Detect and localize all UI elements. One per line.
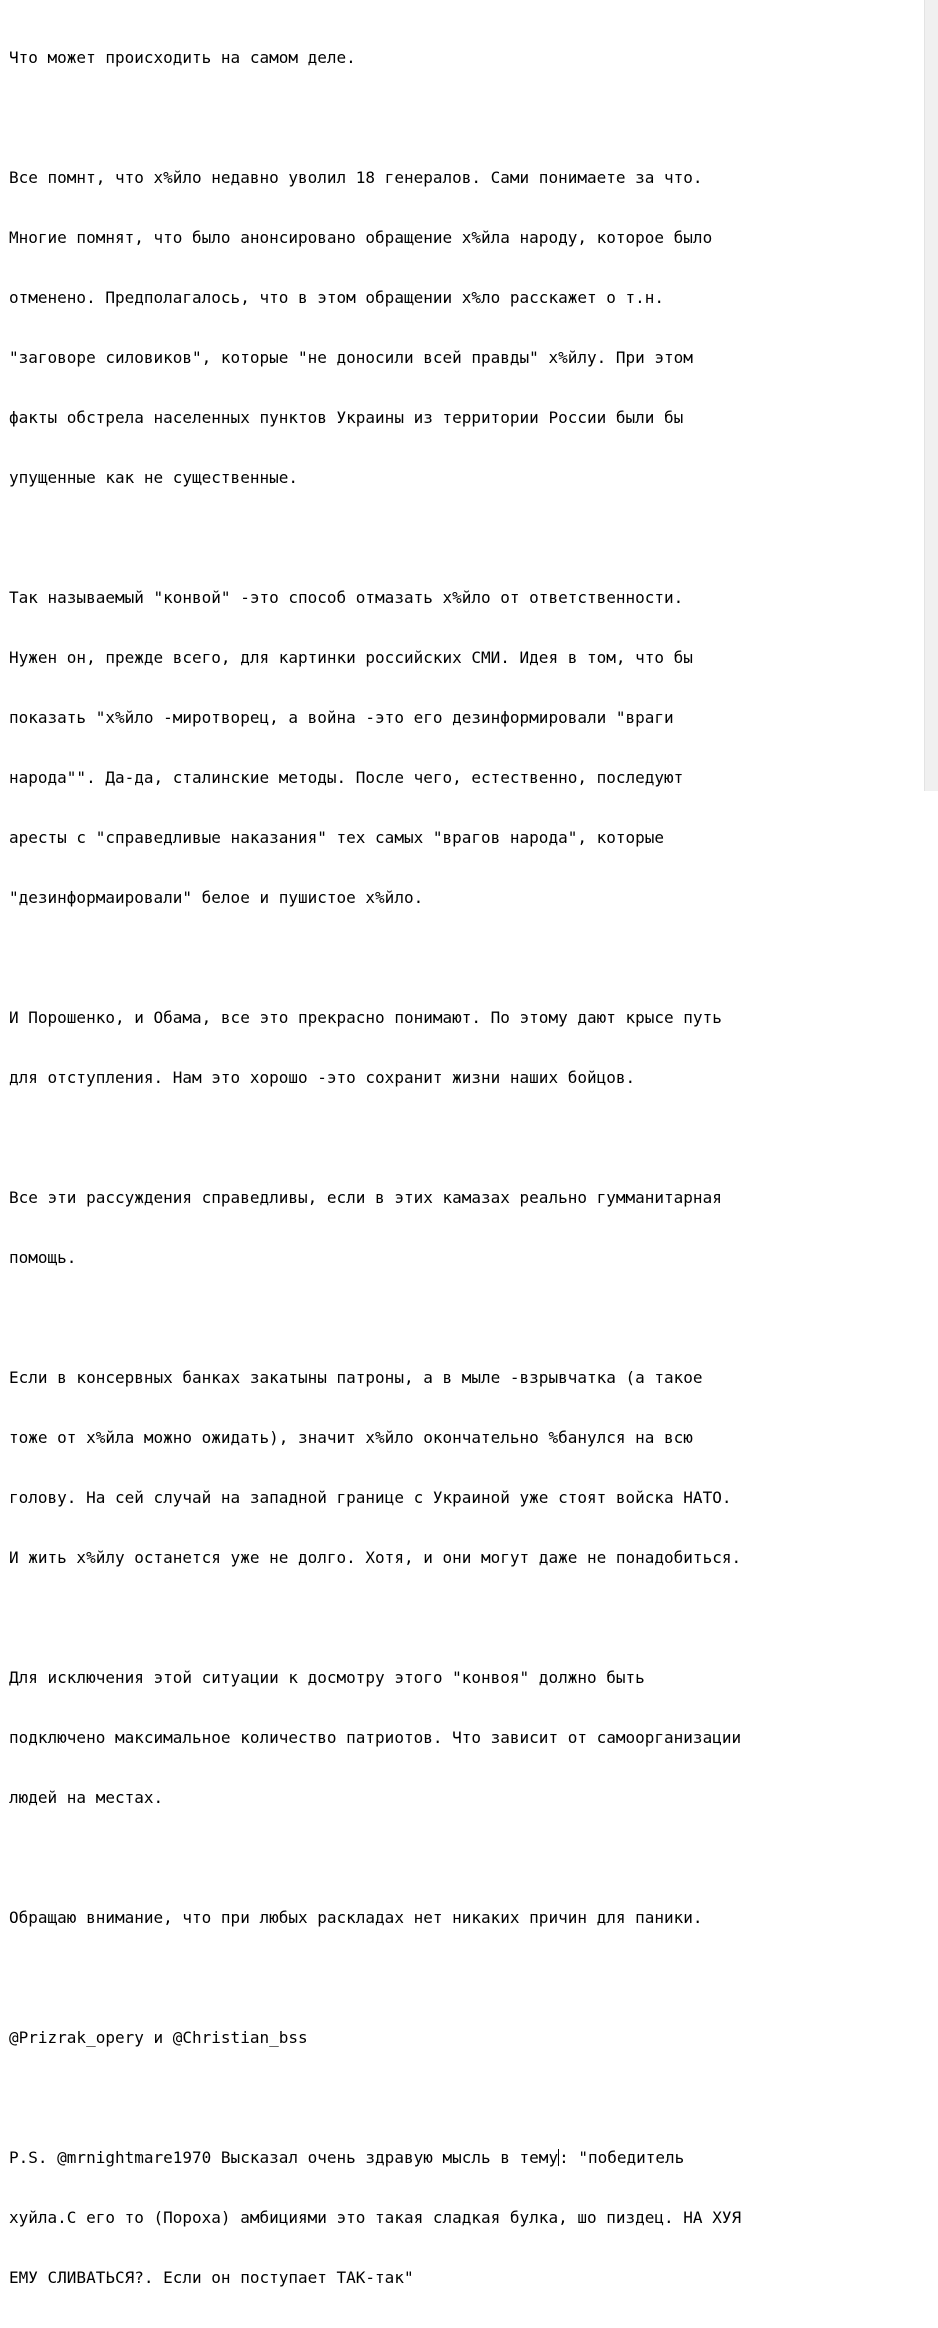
text-line: Обращаю внимание, что при любых раскладах нет никаких причин для паники. — [9, 1908, 703, 1927]
text-line — [9, 528, 921, 548]
text-line: Что может происходить на самом деле. — [9, 48, 356, 67]
text-line: подключено максимальное количество патриотов. Что зависит от самоорганизации — [9, 1728, 742, 1747]
text-line: Все помнт, что х%йло недавно уволил 18 генералов. Сами понимаете за что. — [9, 168, 703, 187]
text-line — [9, 2088, 921, 2108]
text-line: @Prizrak_opery и @Christian_bss — [9, 2028, 308, 2047]
text-line: "заговоре силовиков", которые "не доносили всей правды" х%йлу. При этом — [9, 348, 693, 367]
text-line — [9, 1128, 921, 1148]
text-line: помощь. — [9, 1248, 77, 1267]
text-line: для отступления. Нам это хорошо -это сохранит жизни наших бойцов. — [9, 1068, 636, 1087]
text-line: Если в консервных банках закатыны патроны, а в мыле -взрывчатка (а такое — [9, 1368, 703, 1387]
text-line: факты обстрела населенных пунктов Украины из территории России были бы — [9, 408, 684, 427]
text-line: голову. На сей случай на западной границе с Украиной уже стоят войска НАТО. — [9, 1488, 732, 1507]
text-line — [9, 1968, 921, 1988]
text-line: И Порошенко, и Обама, все это прекрасно понимают. По этому дают крысе путь — [9, 1008, 722, 1027]
text-line: Нужен он, прежде всего, для картинки российских СМИ. Идея в том, что бы — [9, 648, 693, 667]
text-line: Для исключения этой ситуации к досмотру этого "конвоя" должно быть — [9, 1668, 645, 1687]
text-line: хуйла.С его то (Пороха) амбициями это такая сладкая булка, шо пиздец. НА ХУЯ — [9, 2208, 742, 2227]
vertical-scrollbar[interactable] — [924, 0, 938, 791]
text-line — [9, 1308, 921, 1328]
text-line — [9, 948, 921, 968]
ps-text-before-caret: P.S. @mrnightmare1970 Высказал очень здравую мысль в тему — [9, 2148, 559, 2167]
text-line: Все эти рассуждения справедливы, если в этих камазах реально гумманитарная — [9, 1188, 722, 1207]
text-line: И жить х%йлу останется уже не долго. Хотя, и они могут даже не понадобиться. — [9, 1548, 742, 1567]
text-line: ЕМУ СЛИВАТЬСЯ?. Если он поступает ТАК-так" — [9, 2268, 414, 2287]
document-text[interactable] — [9, 8, 921, 2328]
text-line: упущенные как не существенные. — [9, 468, 298, 487]
ps-text-after-caret: : "победитель — [559, 2148, 685, 2167]
ps-line — [9, 2148, 921, 2168]
text-line: "дезинформаировали" белое и пушистое х%йло. — [9, 888, 424, 907]
text-line: Так называемый "конвой" -это способ отмазать х%йло от ответственности. — [9, 588, 684, 607]
text-line: Многие помнят, что было анонсировано обращение х%йла народу, которое было — [9, 228, 713, 247]
text-line — [9, 1608, 921, 1628]
text-line: аресты с "справедливые наказания" тех самых "врагов народа", которые — [9, 828, 665, 847]
text-line: показать "х%йло -миротворец, а война -это его дезинформировали "враги — [9, 708, 674, 727]
text-line — [9, 108, 921, 128]
text-line: народа"". Да-да, сталинские методы. После чего, естественно, последуют — [9, 768, 684, 787]
text-line: отменено. Предполагалось, что в этом обращении х%ло расскажет о т.н. — [9, 288, 665, 307]
text-line: людей на местах. — [9, 1788, 164, 1807]
text-line — [9, 1848, 921, 1868]
text-line: тоже от х%йла можно ожидать), значит х%йло окончательно %банулся на всю — [9, 1428, 693, 1447]
